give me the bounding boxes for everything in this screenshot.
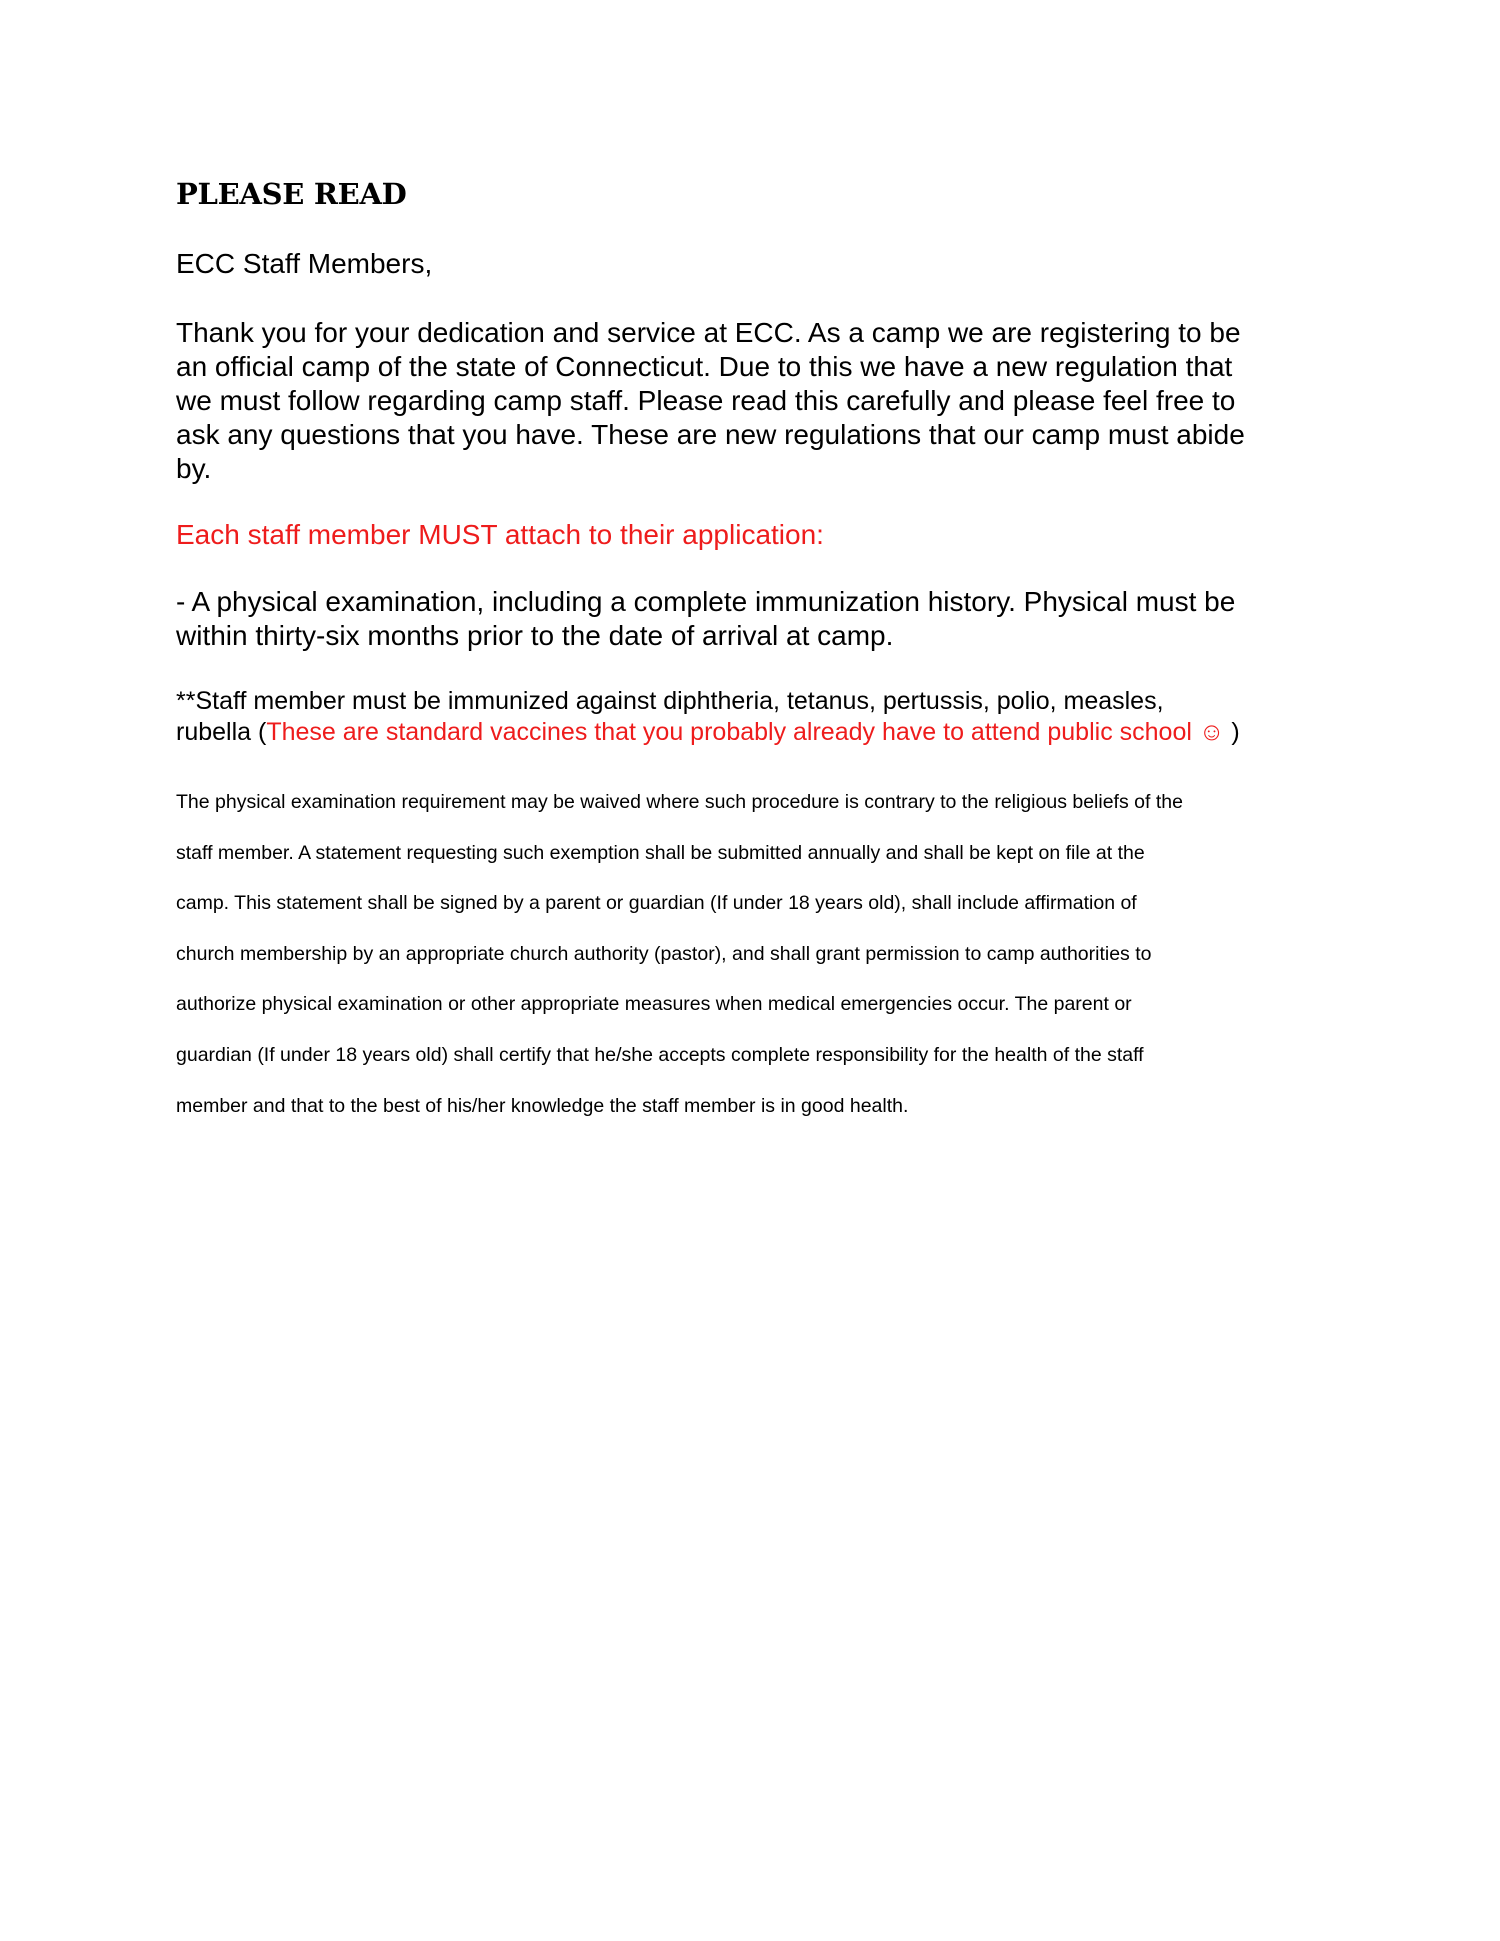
intro-paragraph: Thank you for your dedication and service at ECC. As a camp we are registering to be an official camp of the state of Connecticut. Due to this we have a new regulation that we must follow regarding camp staff. Please read this carefully and please feel free to ask any questions that you have. These are new regulations that our camp must abide by. [176, 317, 1245, 484]
page-title: PLEASE READ [176, 177, 407, 211]
physical-exam-requirement: - A physical examination, including a complete immunization history. Physical must be within thirty-six months prior to the date of arrival at camp. [176, 586, 1236, 651]
salutation: ECC Staff Members, [176, 248, 433, 279]
immunization-lead: **Staff member must be immunized against diphtheria, tetanus, pertussis, polio, measles, rubella ( [176, 687, 1164, 746]
immunization-note: These are standard vaccines that you probably already have to attend public school ☺ [266, 718, 1225, 746]
attach-requirement-heading: Each staff member MUST attach to their application: [176, 519, 824, 550]
religious-waiver-paragraph: The physical examination requirement may be waived where such procedure is contrary to the religious beliefs of the staff member. A statement requesting such exemption shall be submitted annually and shall be kept on file at the camp. This statement shall be signed by a parent or guardian (If under 18 years old), shall include affirmation of church membership by an appropriate church authority (pastor), and shall grant permission to camp authorities to authorize physical examination or other appropriate measures when medical emergencies occur. The parent or guardian (If under 18 years old) shall certify that he/she accepts complete responsibility for the health of the staff member and that to the best of his/her knowledge the staff member is in good health. [176, 791, 1183, 1117]
immunization-requirement [176, 686, 1366, 748]
immunization-close: ) [1224, 718, 1240, 746]
